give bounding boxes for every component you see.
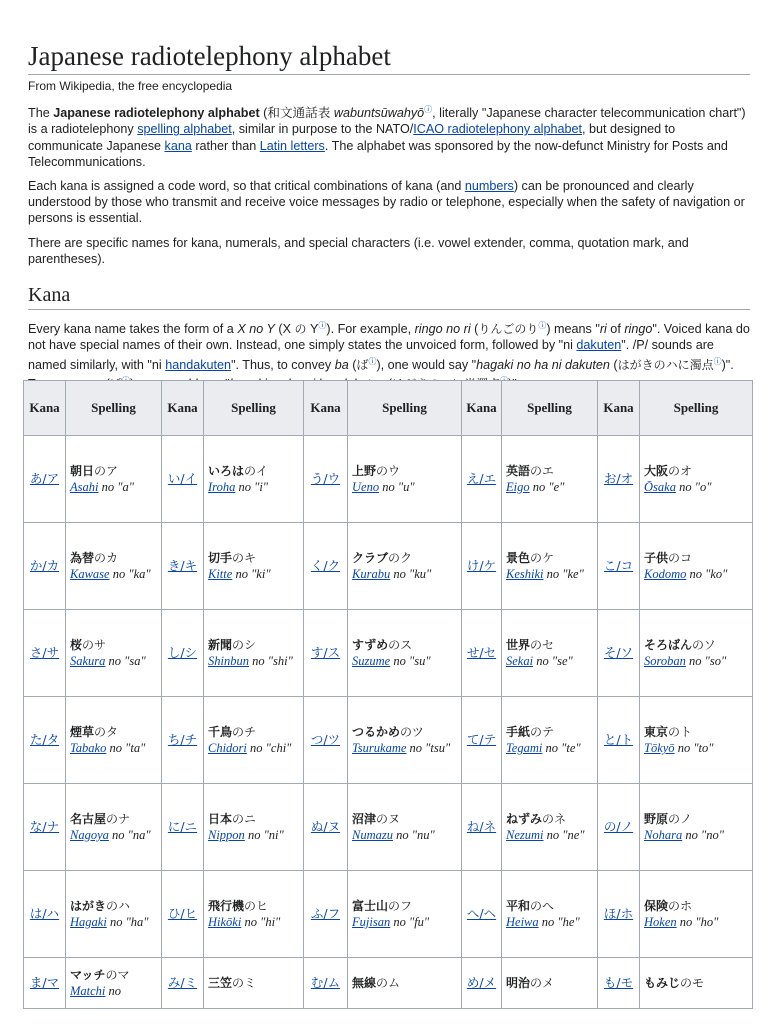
kana-table [23,380,753,1009]
kana-link[interactable]: ぬ/ヌ [310,819,341,834]
code-word: 東京 [644,725,669,739]
romaji-link[interactable]: Tegami [506,741,543,755]
kana-cell [598,784,640,871]
romaji-tail: no "a" [98,480,134,494]
kana-link[interactable]: た/タ [29,732,60,747]
kana-link[interactable]: と/ト [603,732,634,747]
code-word: 上野 [352,464,377,478]
romaji-tail: no "so" [685,654,727,668]
code-word: 桜 [70,638,83,652]
kana-cell [304,436,348,523]
code-word: 富士山 [352,899,389,913]
romaji-tail: no "se" [533,654,573,668]
code-word-suffix: のミ [232,976,257,990]
tagline: From Wikipedia, the free encyclopedia [28,79,233,93]
code-word-suffix: のツ [400,725,424,739]
link-icao-alphabet[interactable]: ICAO radiotelephony alphabet [413,122,582,137]
section-heading-kana: Kana [28,283,750,310]
romaji-tail: no "he" [538,915,580,929]
spelling-cell [66,958,162,1009]
column-header-kana: Kana [304,381,348,436]
romaji-link[interactable]: Kodomo [644,567,687,581]
kana-cell [304,697,348,784]
table-row [24,958,753,1009]
romaji-tail: no "ni" [244,828,284,842]
romaji-link[interactable]: Kurabu [352,567,391,581]
pronunciation-icon[interactable]: ⓘ [713,356,722,366]
kana-link[interactable]: つ/ツ [310,732,341,747]
romaji-link[interactable]: Nagoya [70,828,109,842]
romaji-tail: no "ta" [106,741,146,755]
code-word: 為替 [70,551,95,565]
kana-cell [162,436,204,523]
spelling-cell [66,697,162,784]
romaji-link[interactable]: Numazu [352,828,393,842]
kana-link[interactable]: も/モ [603,975,634,990]
code-word: そろばん [644,638,693,652]
romaji-tail: no "to" [674,741,714,755]
romaji-tail: no "ke" [543,567,584,581]
table-header-row [24,381,753,436]
spelling-cell [204,523,304,610]
code-word: つるかめ [352,725,401,739]
kana-link[interactable]: ふ/フ [310,906,341,921]
romaji-tail: no "tsu" [406,741,451,755]
spelling-cell [502,523,598,610]
romaji-link[interactable]: Suzume [352,654,391,668]
kana-link[interactable]: せ/セ [466,645,497,660]
code-word-suffix: のス [388,638,413,652]
link-latin-letters[interactable]: Latin letters [259,138,325,153]
code-word-suffix: のオ [668,464,693,478]
romaji-link[interactable]: Soroban [644,654,686,668]
spelling-cell [348,958,462,1009]
code-word-suffix: のフ [388,899,413,913]
code-word: 明治 [506,976,531,990]
code-word: 千鳥 [208,725,233,739]
kana-cell [462,697,502,784]
kana-link[interactable]: し/シ [167,645,198,660]
code-word-suffix: のア [94,464,119,478]
code-word: クラブ [352,551,389,565]
table-row [24,784,753,871]
code-word: 大阪 [644,464,669,478]
spelling-cell [66,871,162,958]
code-word-suffix: のエ [530,464,555,478]
code-word-suffix: のキ [232,551,257,565]
code-word: 世界 [506,638,531,652]
spelling-cell [348,871,462,958]
code-word: 野原 [644,812,669,826]
code-word: 無線 [352,976,377,990]
romaji-tail: no "no" [682,828,724,842]
kana-link[interactable]: す/ス [310,645,341,660]
kana-link[interactable]: に/ニ [167,819,198,834]
spelling-cell [502,958,598,1009]
romaji-tail: no "nu" [392,828,435,842]
code-word-suffix: のメ [530,976,555,990]
kana-cell [24,697,66,784]
link-kana[interactable]: kana [164,138,192,153]
romaji-link[interactable]: Shinbun [208,654,249,668]
intro-paragraph: The Japanese radiotelephony alphabet (和文通話表 wabuntsūwahyōⓘ, literally "Japanese character telecommunication chart") is a radiotelephony spelling alphabet, similar in purpose to the NATO/ICAO radiotelephony alphabet, but designed to communicate Japanese kana rather than Latin letters. The alphabet was sponsored by the now-defunct Ministry for Posts and Telecommunications. [28,105,746,169]
kana-cell [162,958,204,1009]
kana-cell [162,523,204,610]
romaji-link[interactable]: Sekai [506,654,534,668]
spelling-cell [204,697,304,784]
code-word: 景色 [506,551,531,565]
pronunciation-icon[interactable]: ⓘ [368,356,377,366]
article [28,40,750,400]
kana-cell [598,697,640,784]
kana-cell [162,871,204,958]
code-word: 名古屋 [70,812,107,826]
table-row [24,871,753,958]
table-row [24,610,753,697]
spelling-cell [502,610,598,697]
kana-link[interactable]: へ/ヘ [466,906,497,921]
column-header-kana: Kana [24,381,66,436]
spelling-cell [204,436,304,523]
code-word-suffix: のム [376,976,401,990]
kana-cell [24,610,66,697]
kana-link[interactable]: ま/マ [29,975,60,990]
kana-link[interactable]: い/イ [167,471,198,486]
spelling-cell [204,871,304,958]
code-word-suffix: のコ [668,551,693,565]
romaji-tail: no "ne" [543,828,585,842]
code-word-suffix: のネ [542,812,567,826]
spelling-cell [640,523,753,610]
code-word-suffix: のク [388,551,413,565]
paragraph-kana-names: Every kana name takes the form of a X no Y (X の Yⓘ). For example, ringo no ri (りんごのりⓘ) means "ri of ringo". Voiced kana do not have special names of their own. Instead, one simply states the unvoiced form, followed by "ni dakuten". /P/ sounds are named similarly, with "ni handakuten". Thus, to convey ba (ばⓘ), one would say "hagaki no ha ni dakuten (はがきのハに濁点ⓘ)". [28,318,750,392]
romaji-link[interactable]: Tabako [70,741,107,755]
column-header-kana: Kana [162,381,204,436]
kana-link[interactable]: き/キ [167,558,198,573]
spelling-cell [640,610,753,697]
spelling-cell [204,610,304,697]
romaji-link[interactable]: Tsurukame [352,741,407,755]
code-word: 英語 [506,464,531,478]
column-header-kana: Kana [598,381,640,436]
kana-link[interactable]: そ/ソ [603,645,634,660]
kana-cell [24,523,66,610]
kana-cell [598,436,640,523]
code-word-suffix: のニ [232,812,257,826]
kana-link[interactable]: め/メ [466,975,497,990]
column-header-spelling: Spelling [66,381,162,436]
romaji-tail: no "ha" [106,915,149,929]
code-word-suffix: のソ [692,638,716,652]
code-word: 保険 [644,899,669,913]
spelling-cell [204,958,304,1009]
romaji-tail: no "su" [390,654,431,668]
romaji-link[interactable]: Keshiki [506,567,544,581]
kana-cell [304,610,348,697]
spelling-cell [640,784,753,871]
romaji-link[interactable]: Fujisan [352,915,391,929]
romaji-link[interactable]: Asahi [70,480,99,494]
code-word: 三笠 [208,976,233,990]
romaji-tail: no "shi" [248,654,293,668]
romaji-tail: no "sa" [105,654,146,668]
kana-cell [462,523,502,610]
romaji-link[interactable]: Matchi [70,984,106,998]
column-header-kana: Kana [462,381,502,436]
spelling-cell [204,784,304,871]
code-word: いろは [208,464,245,478]
kana-link[interactable]: け/ケ [466,558,497,573]
spelling-cell [502,436,598,523]
spelling-cell [640,871,753,958]
kana-link[interactable]: み/ミ [167,975,198,990]
spelling-cell [502,871,598,958]
column-header-spelling: Spelling [348,381,462,436]
table-row [24,436,753,523]
kana-cell [304,523,348,610]
romaji-tail: no "chi" [246,741,292,755]
code-word-suffix: のマ [105,968,130,982]
table-row [24,523,753,610]
spelling-cell [66,610,162,697]
romaji-link[interactable]: Iroha [208,480,236,494]
kana-cell [462,784,502,871]
kana-link[interactable]: え/エ [466,471,497,486]
code-word-suffix: のテ [530,725,555,739]
romaji-link[interactable]: Nohara [644,828,683,842]
romaji-link[interactable]: Sakura [70,654,106,668]
kana-cell [462,958,502,1009]
page-title: Japanese radiotelephony alphabet [28,40,750,75]
code-word: 新聞 [208,638,233,652]
column-header-spelling: Spelling [204,381,304,436]
kana-cell [304,784,348,871]
code-word-suffix: のカ [94,551,119,565]
romaji-link[interactable]: Ōsaka [644,480,676,494]
kana-link[interactable]: う/ウ [310,471,341,486]
romaji-tail: no "i" [235,480,269,494]
romaji-tail: no "ku" [390,567,432,581]
spelling-cell [66,436,162,523]
kana-link[interactable]: む/ム [310,975,341,990]
code-word: もみじ [644,976,681,990]
kana-cell [304,958,348,1009]
code-word: はがき [70,899,107,913]
romaji-tail: no "fu" [390,915,430,929]
kana-cell [462,436,502,523]
kana-cell [162,784,204,871]
code-word: 子供 [644,551,669,565]
kana-cell [162,610,204,697]
spelling-cell [348,697,462,784]
code-word-suffix: のへ [530,899,555,913]
paragraph-code-words: Each kana is assigned a code word, so that critical combinations of kana (and numbers) can be pronounced and clearly understood by those who transmit and receive voice messages by radio or telephone, especially when the safety of navigation or persons is essential. [28,179,745,226]
kana-cell [462,871,502,958]
kana-cell [462,610,502,697]
code-word-suffix: のノ [668,812,693,826]
code-word-suffix: のハ [106,899,131,913]
kana-link[interactable]: の/ノ [603,819,634,834]
romaji-link[interactable]: Kawase [70,567,110,581]
spelling-cell [66,784,162,871]
column-header-spelling: Spelling [640,381,753,436]
code-word-suffix: のセ [530,638,555,652]
kana-link[interactable]: ほ/ホ [603,906,634,921]
code-word: 手紙 [506,725,531,739]
kana-link[interactable]: お/オ [603,471,634,486]
code-word-suffix: のナ [106,812,131,826]
code-word-suffix: のヌ [376,812,401,826]
kana-cell [24,958,66,1009]
romaji-tail: no "hi" [241,915,281,929]
code-word-suffix: のシ [232,638,257,652]
romaji-link[interactable]: Hagaki [70,915,107,929]
romaji-link[interactable]: Kitte [208,567,233,581]
kana-link[interactable]: こ/コ [603,558,634,573]
column-header-spelling: Spelling [502,381,598,436]
romaji-link[interactable]: Hikōki [208,915,242,929]
code-word: 日本 [208,812,233,826]
spelling-cell [348,610,462,697]
code-word: ねずみ [506,812,543,826]
kana-cell [598,958,640,1009]
pronunciation-icon[interactable]: ⓘ [318,321,327,331]
code-word-suffix: のト [668,725,693,739]
kana-link[interactable]: か/カ [29,558,60,573]
kana-link[interactable]: は/ハ [29,906,60,921]
kana-cell [24,871,66,958]
romaji-link[interactable]: Eigo [506,480,530,494]
code-word: 煙草 [70,725,95,739]
kana-cell [598,871,640,958]
kana-link[interactable]: て/テ [466,732,497,747]
spelling-cell [502,784,598,871]
romaji-link[interactable]: Heiwa [506,915,539,929]
code-word-suffix: のホ [668,899,693,913]
romaji-link[interactable]: Chidori [208,741,247,755]
romaji-tail: no "te" [542,741,581,755]
kana-link[interactable]: な/ナ [29,819,60,834]
code-word: 朝日 [70,464,95,478]
kana-link[interactable]: あ/ア [29,471,60,486]
pronunciation-icon[interactable]: ⓘ [538,321,547,331]
link-spelling-alphabet[interactable]: spelling alphabet [137,122,232,137]
spelling-cell [348,436,462,523]
link-dakuten[interactable]: dakuten [576,338,622,353]
spelling-cell [640,958,753,1009]
romaji-tail: no "na" [108,828,151,842]
code-word-suffix: のケ [530,551,555,565]
romaji-tail: no "e" [529,480,565,494]
kana-link[interactable]: く/ク [310,558,341,573]
code-word-suffix: のウ [376,464,401,478]
code-word-suffix: のタ [94,725,119,739]
kana-cell [304,871,348,958]
link-handakuten[interactable]: handakuten [165,357,232,372]
spelling-cell [640,697,753,784]
kana-cell [598,523,640,610]
kana-cell [24,784,66,871]
romaji-link[interactable]: Tōkyō [644,741,675,755]
code-word-suffix: のモ [680,976,705,990]
code-word: 沼津 [352,812,377,826]
code-word: 切手 [208,551,233,565]
code-word: すずめ [352,638,389,652]
spelling-cell [348,523,462,610]
romaji-tail: no [105,984,122,998]
code-word: マッチ [70,968,106,982]
code-word-suffix: のヒ [244,899,269,913]
link-numbers[interactable]: numbers [464,179,514,193]
romaji-link[interactable]: Ueno [352,480,380,494]
romaji-tail: no "ka" [109,567,151,581]
kana-link[interactable]: さ/サ [29,645,60,660]
code-word: 平和 [506,899,531,913]
code-word-suffix: のチ [232,725,257,739]
code-word: 飛行機 [208,899,245,913]
spelling-cell [66,523,162,610]
spelling-cell [502,697,598,784]
kana-table-body [24,436,753,1009]
spelling-cell [348,784,462,871]
kana-link[interactable]: ひ/ヒ [167,906,198,921]
romaji-link[interactable]: Hoken [644,915,677,929]
romaji-tail: no "ko" [686,567,728,581]
romaji-tail: no "ki" [232,567,271,581]
paragraph-special-names: There are specific names for kana, numerals, and special characters (i.e. vowel extender, comma, quotation mark, and parentheses). [28,235,689,266]
romaji-tail: no "ho" [676,915,719,929]
code-word-suffix: のイ [244,464,269,478]
code-word-suffix: のサ [82,638,107,652]
spelling-cell [640,436,753,523]
romaji-tail: no "o" [675,480,712,494]
table-row [24,697,753,784]
kana-link[interactable]: ね/ネ [466,819,497,834]
romaji-link[interactable]: Nezumi [506,828,544,842]
kana-cell [598,610,640,697]
kana-cell [24,436,66,523]
kana-cell [162,697,204,784]
pronunciation-icon[interactable]: ⓘ [424,105,433,114]
kana-link[interactable]: ち/チ [167,732,198,747]
romaji-tail: no "u" [379,480,415,494]
romaji-link[interactable]: Nippon [208,828,245,842]
